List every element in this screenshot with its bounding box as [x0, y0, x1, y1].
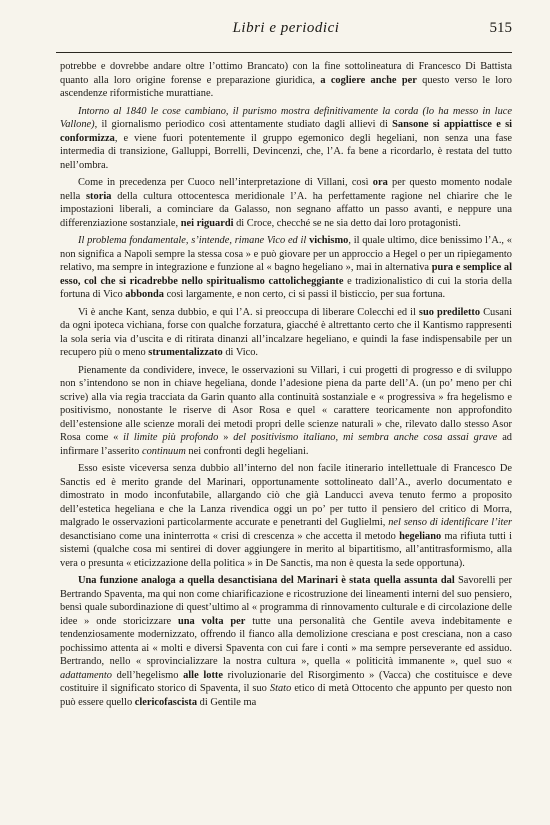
- text-run: tutte una personalità che Gentile aveva indebitamente e tendenziosamente modernizzato, offrendo il fianco alla demolizione cresciana e post cresciana, non a caso pochissimo attenta ai « molti e diversi Spaventa con cui fare i conti » ma sempre perseverante ed assiduo. Bertrando, nello « sprovincializzare la nostra cultura », quella « politicità immanente », quel suo «: [60, 615, 512, 667]
- page-header: [60, 20, 512, 42]
- bold-text: strumentalizzato: [148, 347, 223, 358]
- paragraph: [60, 462, 512, 570]
- bold-text: alle lotte: [183, 669, 223, 681]
- text-run: di Croce, checché se ne sia detto dai loro protagonisti.: [233, 217, 461, 229]
- bold-text: clericofascista: [134, 696, 198, 708]
- paragraph: [60, 176, 512, 230]
- bold-text: Sansone si appiattisce e si conformizza: [60, 119, 513, 144]
- paragraph: [60, 60, 512, 101]
- text-run: »: [218, 432, 234, 443]
- text-run: potrebbe e dovrebbe andare oltre l’ottimo Brancato) con la fine sottolineatura di Francesco Di Battista quanto alla loro origine forense e preparazione giuridica,: [60, 61, 512, 86]
- running-title: Libri e periodici: [232, 20, 340, 36]
- text-run: Pienamente da condividere, invece, le osservazioni su Villari, i cui progetti di progresso e di sviluppo non s’intendono se non in chiave hegeliana, donde l’adesione piena da parte dell’A. (un po’ meno per chi scrive) alla via regia tracciata da Garin quanto alla continuità sostanziale e « progressiva » fra hegelismo e positivismo, nonostante le riserve di Asor Rosa e quel « carattere teoricamente non approfondito dell’estensione alle scienze morali dei metodi propri delle scienze naturali » che, rilevato dallo stesso Asor Rosa come «: [60, 364, 512, 443]
- text-run: , il quale ultimo, dice benissimo l’A., « non significa a Napoli sempre la stessa cosa » e può giovare per un approccio a Hegel o per un ripiegamento relativo, ma sempre in integrazione e funzione al « bagno hegeliano », mai in alternativa: [60, 235, 512, 273]
- paragraph: [60, 234, 512, 302]
- text-run: e tradizionalistico di cui la storia della fortuna di Vico: [60, 275, 512, 300]
- paragraph: [60, 574, 512, 709]
- bold-text: hegeliano: [399, 530, 442, 542]
- bold-text: abbonda: [125, 289, 164, 300]
- text-run: ad infirmare l’asserito: [60, 432, 513, 457]
- text-run: della cultura ottocentesca meridionale l’A. ha perfettamente ragione nel chiarire che le impostazioni liberali, a cominciare da Galasso, non segnano affatto un passo avanti, e neppure una differenziazione sostanziale,: [60, 190, 512, 229]
- text-run: di Gentile ma: [197, 696, 257, 708]
- bold-text: suo prediletto: [418, 306, 481, 318]
- body-text: [60, 60, 512, 713]
- paragraph: [60, 105, 512, 173]
- text-run: , e viene fuori potentemente il gruppo egemonico degli hegeliani, non senza una fase intermedia di transizione, Galluppi, Borrelli, Devincenzi, che, l’A. fa bene a ricordarlo, è restata del tutto nell’ombra.: [60, 132, 512, 171]
- paragraph: [60, 364, 512, 459]
- header-rule: [56, 52, 512, 53]
- italic-text: nel senso di identificare l’iter: [388, 517, 513, 528]
- text-run: etico di metà Ottocento che appunto per questo non può essere quello: [60, 683, 512, 708]
- text-run: rivoluzionarie del Risorgimento » (Vacca) che costituisce e deve costituire il significato storico di Spaventa, il suo: [60, 669, 512, 694]
- italic-text: il limite più profondo: [123, 432, 219, 443]
- italic-text: adattamento: [60, 669, 112, 681]
- text-run: desanctisiano come una ininterrotta « crisi di crescenza » che accetta il metodo: [60, 530, 400, 542]
- text-run: di Vico.: [222, 347, 259, 358]
- text-run: nei confronti degli hegeliani.: [185, 445, 309, 457]
- page-number: 515: [489, 20, 512, 36]
- text-run: ma rifiuta tutti i sistemi (qualche cosa mi sentirei di dover aggiungere in merito al bipartitismo, all’antitrasformismo, alla vera o presunta « eticizzazione della politica » in De Sanctis, ma non è questa la sede opportuna).: [60, 530, 513, 569]
- bold-text: nei riguardi: [180, 217, 234, 229]
- text-run: questo verso le loro ascendenze riformistiche murattiane.: [60, 74, 512, 99]
- bold-text: ora: [372, 177, 388, 188]
- bold-text: a cogliere anche per: [320, 74, 417, 86]
- text-run: Come in precedenza per Cuoco nell’interpretazione di Villani, così: [78, 177, 373, 188]
- italic-text: Stato: [269, 683, 292, 694]
- text-run: così largamente, e non certo, ci si passi il bisticcio, per sua fortuna.: [163, 289, 446, 300]
- italic-text: Intorno al 1840 le cose cambiano, il purismo mostra definitivamente la corda (lo ha messo in luce Vallone): [60, 105, 512, 130]
- text-run: dell’hegelismo: [111, 669, 184, 681]
- paragraph: [60, 306, 512, 360]
- italic-text: continuum: [141, 445, 186, 457]
- text-run: Cusani da ogni ipoteca vichiana, forse con qualche forzatura, giacché è altrettanto certo che il Kantismo rappresenti la sola seria via d’uscita e di ritirata dinanzi all’incalzare hegeliano, e quindi la fase indispensabile per un recupero più o meno: [60, 306, 512, 358]
- bold-text: Una funzione analoga a quella desanctisiana del Marinari è stata quella assunta dal: [78, 575, 455, 586]
- text-run: per questo momento nodale nella: [60, 177, 512, 202]
- text-run: Savorelli per Bertrando Spaventa, ma qui non come chiarificazione e ricostruzione dei lineamenti interni del suo pensiero, bensì quale subordinazione di quest’ultimo al « programma di rinnovamento culturale e di circolazione delle idee » onde storicizzare: [60, 575, 512, 627]
- text-run: , il giornalismo periodico così attentamente studiato dagli allievi di: [94, 119, 393, 130]
- bold-text: vichismo: [309, 235, 349, 246]
- bold-text: una volta per: [178, 615, 246, 627]
- italic-text: Il problema fondamentale, s’intende, rimane Vico ed il: [78, 235, 310, 246]
- bold-text: storia: [86, 190, 112, 202]
- text-run: Esso esiste viceversa senza dubbio all’interno del non facile itinerario intellettuale di Francesco De Sanctis ed è merito grande del Marinari, opportunamente sottolineato dall’A., averlo documentato e dimostrato in modo inconfutabile, allargando ciò che già Landucci aveva tenuto fermo a proposito dell’estetica hegeliana e che la Lanza rivendica oggi un po’ per tutto il pensiero del critico di Morra, malgrado le osservazioni particolarmente accurate e penetranti del Guglielmi,: [60, 463, 512, 528]
- text-run: Vi è anche Kant, senza dubbio, e quì l’A. si preoccupa di liberare Colecchi ed il: [78, 306, 419, 318]
- italic-text: del positivismo italiano, mi sembra anche cosa assai grave: [233, 432, 498, 443]
- bold-text: pura e semplice al esso, col che si ricadrebbe nello spiritualismo cattolicheggiante: [60, 262, 512, 287]
